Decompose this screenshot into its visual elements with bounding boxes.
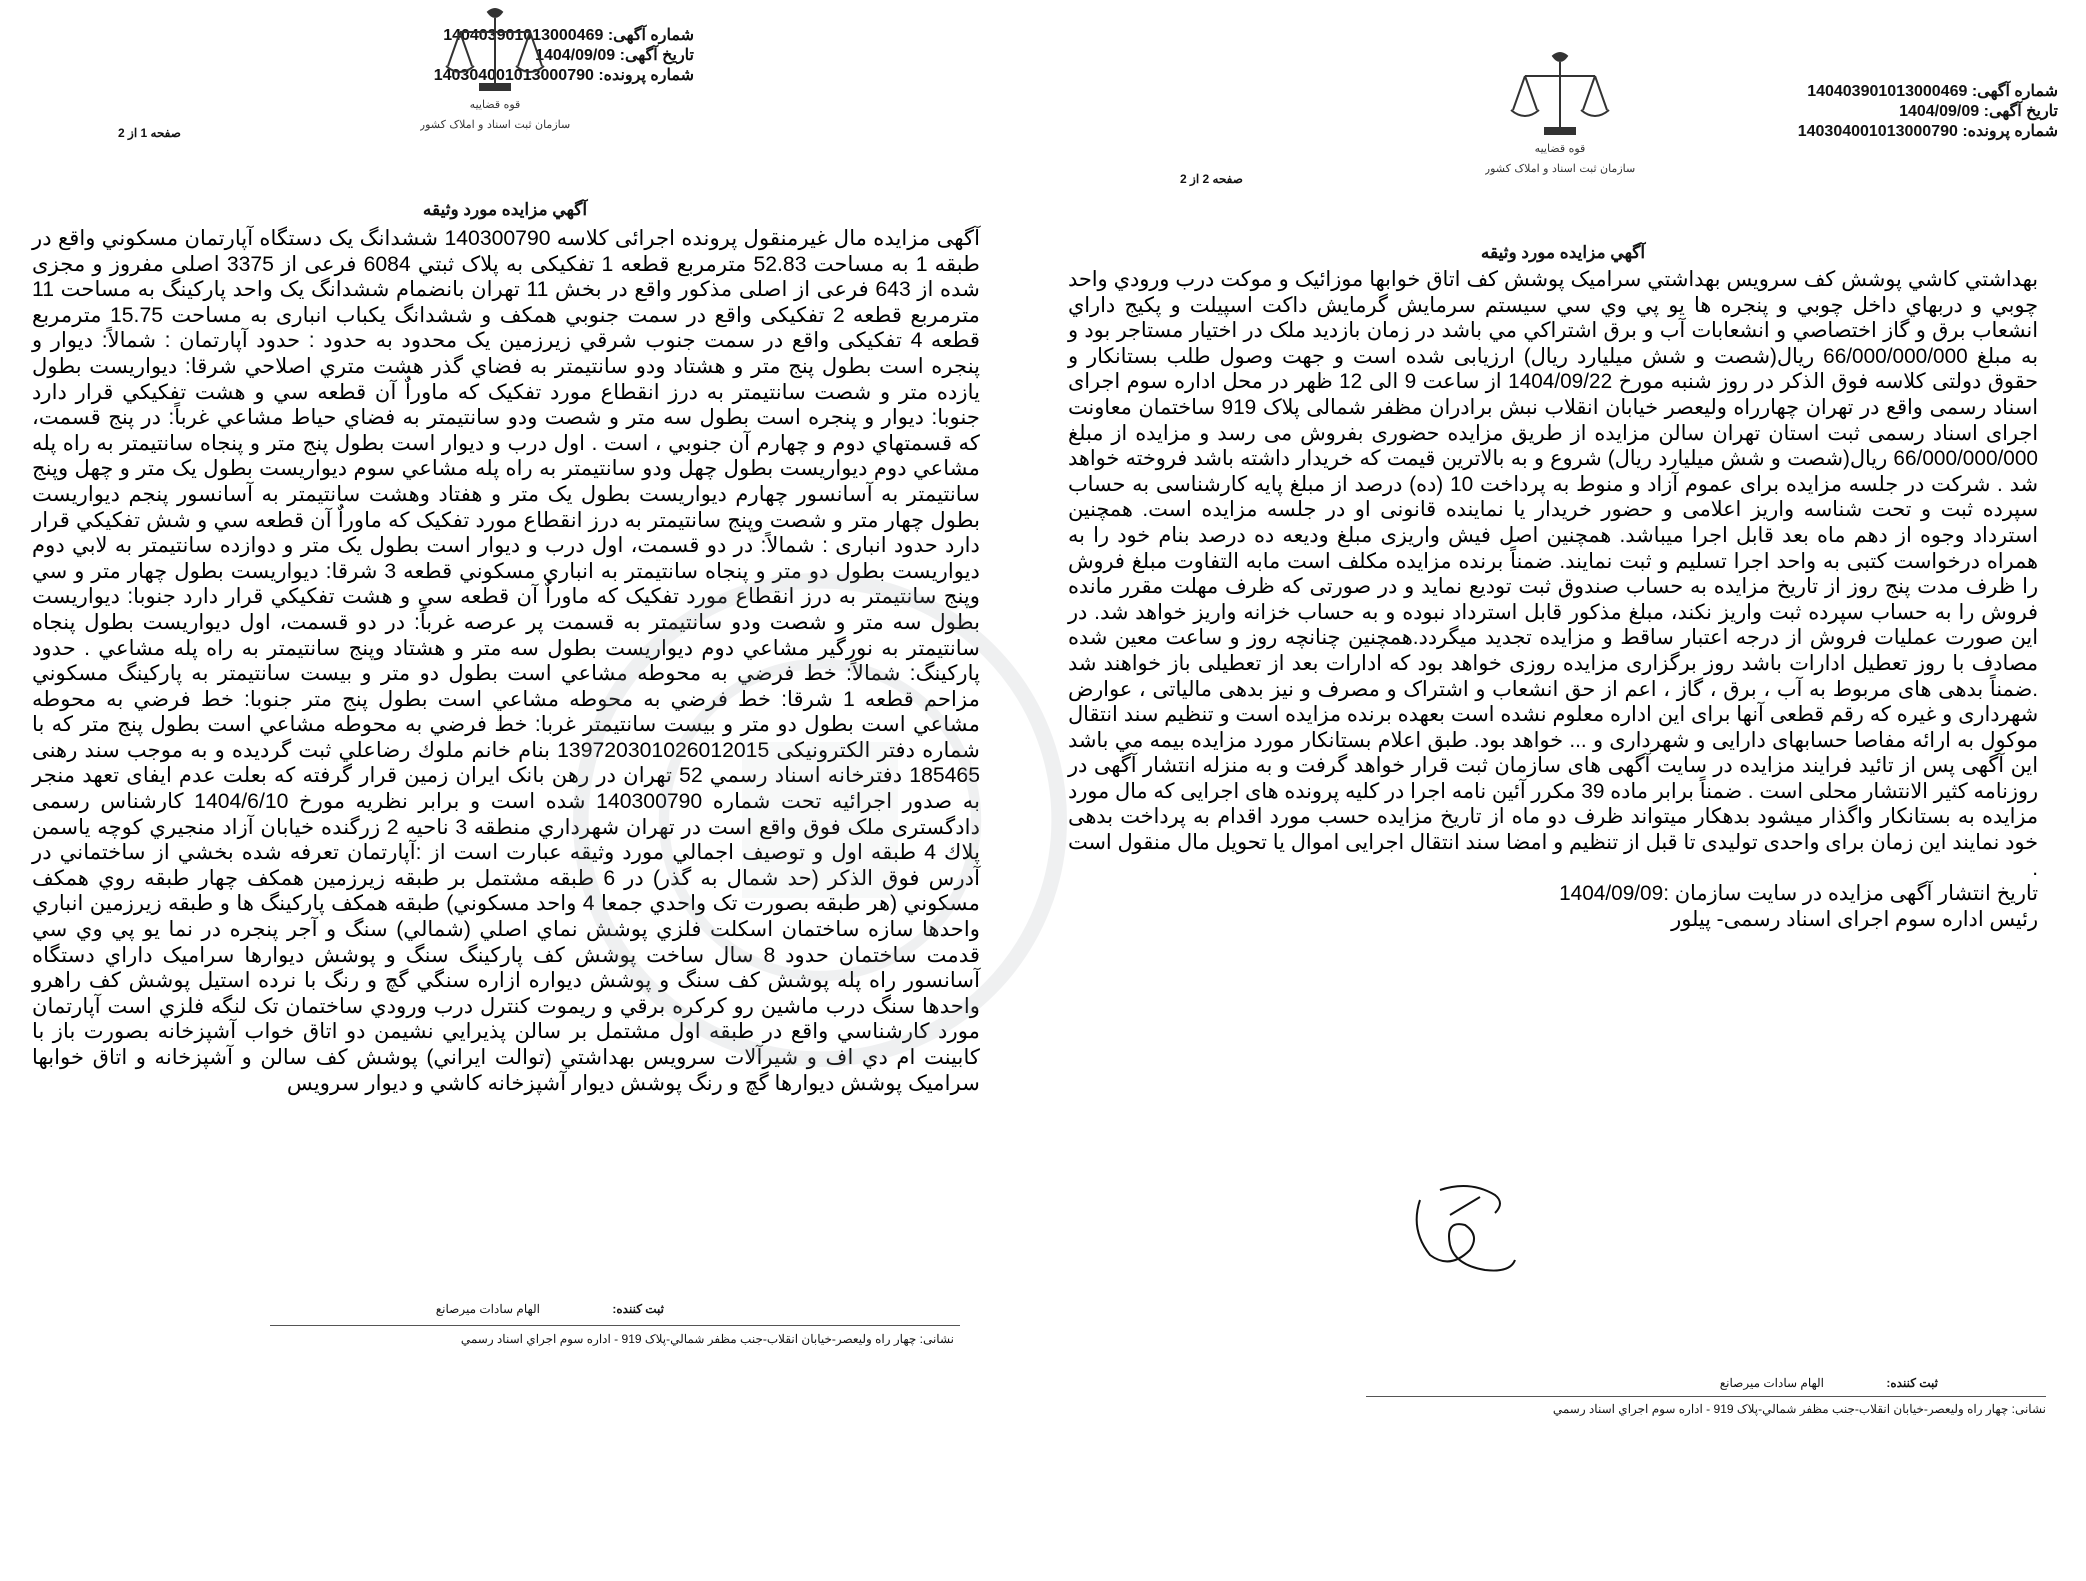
announcement-title: آگهي مزايده مورد وثيقه	[422, 200, 588, 219]
announcement-body: آگهی مزایده مال غیرمنقول پرونده اجرائی کلاسه 140300790 ششدانگ یک دستگاه آپارتمان مسكوني واقع در طبقه 1 به مساحت 52.83 مترمربع قطعه 1 تفکیکی به پلاک ثبتي 6084 فرعی از 3375 اصلی مفروز و مجزی شده از 643 فرعی از اصلی مذکور واقع در بخش 11 تهران بانضمام ششدانگ یک واحد پارکینگ به مساحت 11 مترمربع قطعه 2 تفکیکی واقع در سمت جنوبي همكف و ششدانگ یکباب انباری به مساحت 15.75 مترمربع قطعه 4 تفکیکی واقع در سمت جنوب شرقي زيرزمين يک محدود به حدود : حدود آپارتمان : شمالاً: ديوار و پنجره است بطول پنج متر و هشتاد ودو سانتيمتر به فضاي گذر هشت متري اصلاحي شرقا: ديواريست بطول يازده متر و شصت سانتيمتر به درز انقطاع مورد تفکيک که ماوراٌ آن قطعه سي و هشت تفکيکي قرار دارد جنوبا: ديوار و پنجره است بطول سه متر و شصت ودو سانتيمتر به فضاي حياط مشاعي غرباً: در پنج قسمت، که قسمتهاي دوم و چهارم آن جنوبي ، است . اول درب و ديوار است بطول پنج متر و پنجاه سانتيمتر به راه پله مشاعي دوم ديواريست بطول چهل ودو سانتيمتر به راه پله مشاعي سوم ديواريست بطول يک متر و چهل وپنج سانتيمتر به آسانسور چهارم ديواريست بطول يک متر و هفتاد وهشت سانتيمتر به آسانسور پنجم ديواريست بطول چهار متر و شصت وپنج سانتيمتر به درز انقطاع مورد تفکيک که ماوراٌ آن قطعه سي و شش تفکيکي قرار دارد حدود انباری : شمالاً: در دو قسمت، اول درب و ديوار است بطول يک متر و دوازده سانتيمتر به لابي دوم ديواريست بطول دو متر و پنجاه سانتيمتر به انباري مسكوني قطعه 3 شرقا: ديواريست بطول چهار متر و سي وپنج سانتيمتر به درز انقطاع مورد تفکيک که ماوراٌ آن قطعه سي و هشت تفکيکي قرار دارد جنوبا: ديواريست بطول سه متر و شصت ودو سانتيمتر به قسمت پر عرصه غرباً: در دو قسمت، اول ديواريست بطول پنجاه سانتيمتر به نورگير مشاعي دوم ديواريست بطول سه متر و هشتاد وپنج سانتيمتر به راه پله مشاعي . حدود پاركينگ: شمالاً: خط فرضي به محوطه مشاعي است بطول دو متر و بيست سانتيمتر به پاركينگ مسکوني مزاحم قطعه 1 شرقا: خط فرضي به محوطه مشاعي است بطول پنج متر جنوبا: خط فرضي به محوطه مشاعي است بطول دو متر و بيست سانتيمتر غربا: خط فرضي به محوطه مشاعي است بطول پنج متر که با شماره دفتر الکترونیکی 139720301026012015 بنام خانم ملوك رضاعلي ثبت گرديده و به موجب سند رهنی 185465 دفترخانه اسناد رسمي 52 تهران در رهن بانک ایران زمین قرار گرفته كه بعلت عدم ایفای تعهد منجر به صدور اجرائيه تحت شماره 140300790 شده است و برابر نظريه مورخ 1404/6/10 كارشناس رسمی دادگستری ملک فوق واقع است در تهران شهرداري منطقه 3 ناحيه 2 زرگنده خيابان آزاد منجيري كوچه ياسمن پلاك 4 طبقه اول و توصيف اجمالي مورد وثيقه عبارت است از :آپارتمان تعرفه شده بخشي از ساختماني در آدرس فوق الذکر (حد شمال به گذر) در 6 طبقه مشتمل بر طبقه زيرزمين همکف چهار طبقه روي همکف مسکوني (هر طبقه بصورت تک واحدي جمعا 4 واحد مسکوني) طبقه همکف پارکينگ ها و طبقه زيرزمين انباري واحدها سازه ساختمان اسکلت فلزي پوشش نماي اصلي (شمالي) سنگ و آجر پنجره در نما يو پي وي سي قدمت ساختمان حدود 8 سال ساخت پوشش کف پارکينگ سنگ و پوشش ديوارها سراميک داراي دستگاه آسانسور راه پله پوشش کف سنگ و پوشش ديواره ازاره سنگي گچ و رنگ با نرده استيل پوشش کف راهرو واحدها سنگ درب ماشين رو کرکره برقي و ريموت کنترل درب ورودي ساختمان تک لنگه فلزي است آپارتمان مورد کارشناسي واقع در طبقه اول مشتمل بر سالن پذيرايي نشيمن دو اتاق خواب آشپزخانه بصورت باز با کابينت ام دي اف و شيرآلات سرويس بهداشتي (توالت ايراني) پوشش کف سالن و آشپزخانه و اتاق خوابها سراميک پوشش ديوارها گچ و رنگ پوشش ديوار آشپزخانه کاشي و ديوار سرويس	[32, 227, 981, 1095]
announcement-title: آگهي مزايده مورد وثيقه	[1480, 243, 1646, 262]
page-indicator: صفحه 1 از 2	[118, 126, 181, 140]
case-number: 140304001013000790	[1797, 123, 1958, 140]
ad-number: 140403901013000469	[1807, 83, 1968, 100]
registrant-name: الهام سادات میرصانع	[435, 1302, 540, 1316]
ad-date-label: تاریخ آگهی:	[1983, 103, 2058, 120]
registrant-name: الهام سادات میرصانع	[1719, 1376, 1824, 1390]
ad-date: 1404/09/09	[1899, 103, 1980, 120]
judiciary-scales-emblem-icon	[420, 4, 570, 144]
ad-date-label: تاریخ آگهی:	[619, 47, 694, 64]
footer-divider	[270, 1325, 960, 1326]
handwritten-signature-icon	[1400, 1170, 1530, 1280]
ad-date: 1404/09/09	[535, 47, 616, 64]
ad-number: 140403901013000469	[443, 27, 604, 44]
page2-header	[1798, 82, 2058, 142]
announcement-page-2	[1040, 0, 2086, 1581]
publication-date-line: تاریخ انتشار آگهی مزایده در سایت سازمان :1404/09/09	[1559, 882, 2038, 906]
office-address: نشانی: چهار راه وليعصر-خيابان انقلاب-جنب مظفر شمالي-پلاک 919 - اداره سوم اجراي اسناد رسمي	[1552, 1402, 2046, 1416]
case-number-label: شماره پرونده:	[598, 67, 694, 84]
svg-text:قوه قضاییه: قوه قضاییه	[469, 98, 521, 111]
announcement-page-1	[0, 0, 1010, 1581]
registrant-label: ثبت کننده:	[1886, 1376, 1938, 1390]
case-number: 140304001013000790	[433, 67, 594, 84]
svg-text:سازمان ثبت اسناد و املاک کشور: سازمان ثبت اسناد و املاک کشور	[1485, 162, 1635, 175]
footer-divider	[1366, 1396, 2046, 1397]
page-indicator: صفحه 2 از 2	[1180, 172, 1243, 186]
svg-text:سازمان ثبت اسناد و املاک کشور: سازمان ثبت اسناد و املاک کشور	[420, 118, 570, 131]
announcement-body-continued	[1068, 267, 2038, 932]
case-number-label: شماره پرونده:	[1962, 123, 2058, 140]
judiciary-scales-emblem-icon	[1485, 48, 1635, 188]
registrant-label: ثبت کننده:	[612, 1302, 664, 1316]
signatory-title: رئیس اداره سوم اجرای اسناد رسمی- پیلور	[1671, 907, 2038, 931]
ad-number-label: شماره آگهی:	[607, 27, 694, 44]
svg-text:قوه قضاییه: قوه قضاییه	[1534, 142, 1586, 155]
announcement-body-text: بهداشتي کاشي پوشش کف سرويس بهداشتي سراميک پوشش کف اتاق خوابها موزائيک و موکت درب ورودي واحد چوبي و دربهاي داخل چوبي و پنجره ها يو پي وي سي سيستم سرمايش گرمايش داکت اسپيلت و پکيج داراي انشعاب برق و گاز اختصاصي و انشعابات آب و برق اشتراکي مي باشد در زمان بازديد ملک در اختيار مستاجر بود و به مبلغ 66/000/000/000 ريال(شصت و شش ميليارد ريال) ارزيابی شده است و جهت وصول طلب بستانكار و حقوق دولتی كلاسه فوق الذكر در روز شنبه مورخ 1404/09/22 از ساعت 9 الی 12 ظهر در محل اداره سوم اجرای اسناد رسمی واقع در تهران چهارراه وليعصر خيابان انقلاب نبش برادران مظفر شمالی پلاک 919 ساختمان معاونت اجرای اسناد رسمی ثبت استان تهران سالن مزایده از طریق مزایده حضوری بفروش می رسد و مزایده از مبلغ 66/000/000/000 ريال(شصت و شش ميليارد ريال) شروع و به بالاترین قیمت كه خریدار داشته باشد فروخته خواهد شد . شركت در جلسه مزایده برای عموم آزاد و منوط به پرداخت 10 (ده) درصد از مبلغ پایه كارشناسی به حساب سپرده ثبت و تحت شناسه واریز اعلامی و حضور خریدار یا نماینده قانونی او در جلسه مزایده است. همچنین استرداد وجوه از دهم ماه بعد قابل اجرا میباشد. همچنین اصل فیش واریزی مبلغ ودیعه ده درصد بنام خود را به همراه درخواست كتبی به واحد اجرا تسلیم و ثبت نمایند. ضمناً برنده مزایده مكلف است مابه التفاوت مبلغ فروش را ظرف مدت پنج روز از تاریخ مزایده به حساب صندوق ثبت تودیع نماید و در صورتی كه ظرف مهلت مقرر مانده فروش را به حساب سپرده ثبت واریز نكند، مبلغ مذكور قابل استرداد نبوده و به حساب خزانه واریز خواهد شد. در این صورت عملیات فروش از درجه اعتبار ساقط و مزایده تجدید میگردد.همچنین چنانچه روز و ساعت معین شده مصادف با روز تعطیل ادارات باشد روز برگزاری مزایده روزی خواهد بود كه ادارات بعد از تعطیلی باز خواهند شد .ضمناً بدهی های مربوط به آب ، برق ، گاز ، اعم از حق انشعاب و اشتراک و مصرف و نیز بدهی مالیاتی ، عوارض شهرداری و غیره كه رقم قطعی آنها برای این اداره معلوم نشده است بعهده برنده مزایده است و تنظیم سند انتقال موكول به ارائه مفاصا حسابهای دارایی و شهرداری و ... خواهد بود. طبق اعلام بستانكار مورد مزایده بیمه مي باشد این آگهی پس از تائید فرایند مزایده در سایت آگهی های سازمان ثبت قرار خواهد گرفت و به منزله انتشار آگهی در روزنامه كثیر الانتشار محلی است . ضمناً برابر ماده 39 مكرر آئین نامه اجرا در كلیه پرونده های اجرایی كه مال مورد مزایده به بستانكار واگذار میشود بدهكار میتواند ظرف دو ماه از تاریخ مزایده حسب مورد اقدام به پرداخت بدهی خود نمایند این زمان برای واحدی تولیدی تا قبل از تنظیم و امضا سند انتقال اجرایی اموال یا تحویل مال منقول است .	[1068, 268, 2038, 880]
ad-number-label: شماره آگهی:	[1971, 83, 2058, 100]
office-address: نشانی: چهار راه وليعصر-خيابان انقلاب-جنب مظفر شمالي-پلاک 919 - اداره سوم اجراي اسناد رسمي	[460, 1332, 954, 1346]
